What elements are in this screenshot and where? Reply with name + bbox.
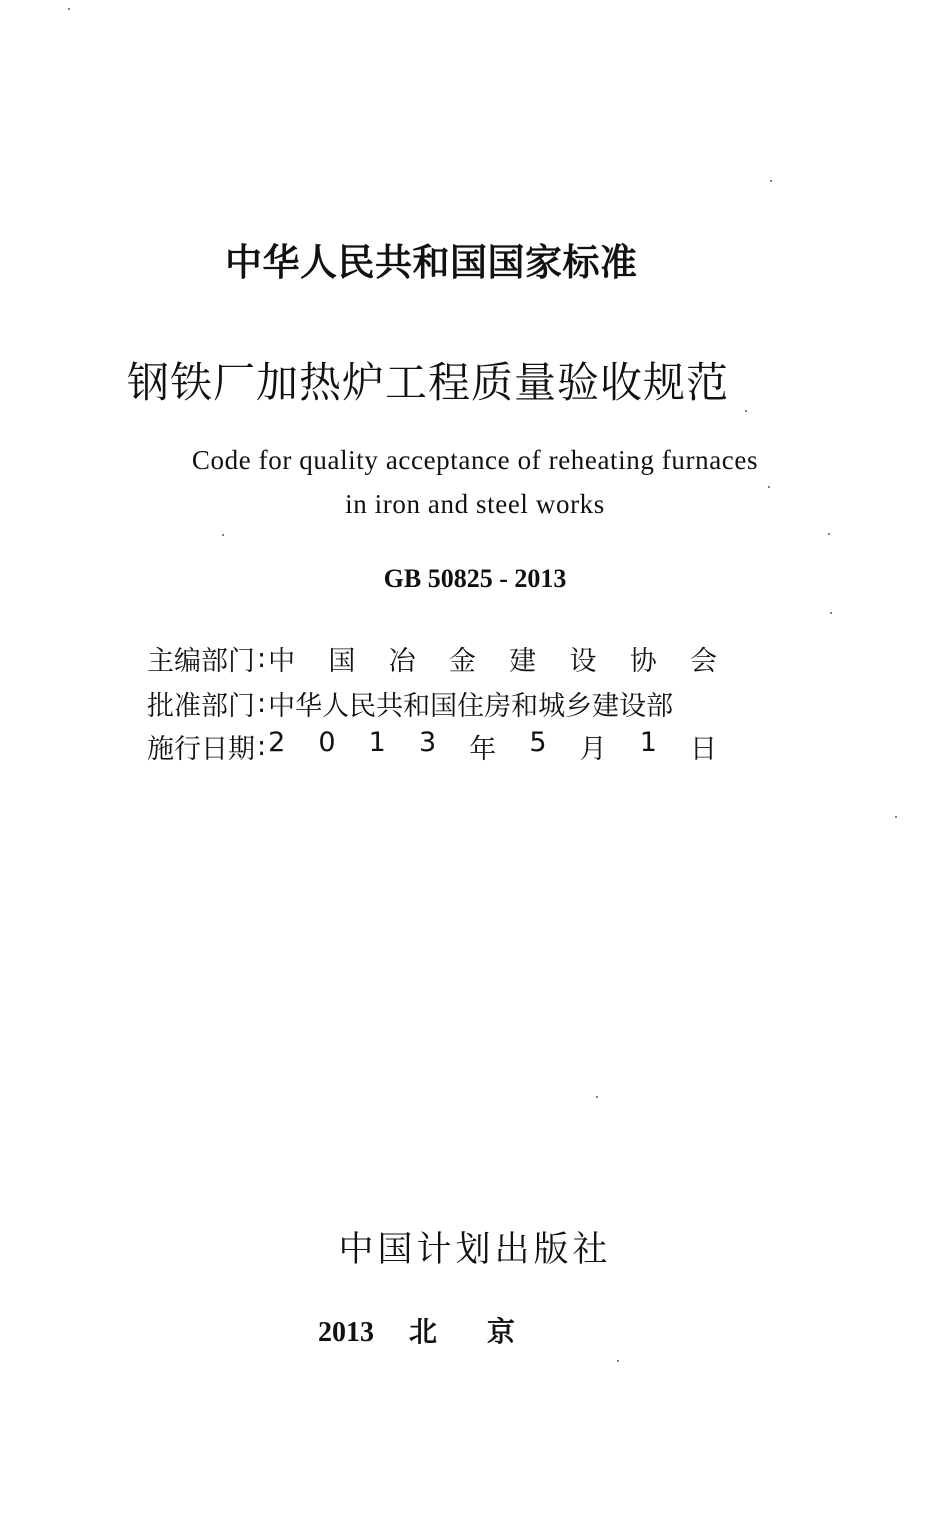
date-char: 0 [318,726,336,758]
english-title-line-1: Code for quality acceptance of reheating furnaces [191,445,759,475]
effective-date-row [147,726,717,766]
national-standard-heading: 中华人民共和国国家标准 [225,241,638,284]
editor-char: 建 [509,645,537,677]
editor-department-separator: : [257,642,267,674]
effective-date-separator: : [257,730,267,762]
scan-speck [770,180,772,182]
publication-year: 2013 [318,1317,374,1348]
city-char: 京 [487,1315,516,1348]
scan-speck [68,8,70,10]
editor-department-row [147,638,717,678]
approver-department-row [147,683,717,723]
date-char: 3 [418,726,437,758]
editor-char: 冶 [388,645,416,677]
approver-department-value: 中华人民共和国住房和城乡建设部 [268,690,674,722]
date-char: 2 [268,726,286,758]
scan-speck [617,1360,619,1362]
date-char: 5 [529,726,547,758]
scan-speck [596,1096,598,1098]
publication-city [409,1315,515,1348]
scan-speck [830,612,832,614]
scan-speck [895,816,897,818]
date-char: 月 [579,733,607,765]
effective-date-value [268,727,717,766]
standard-title-english [0,438,950,526]
scan-speck [745,410,747,412]
scan-speck [768,486,770,488]
date-char: 1 [639,726,657,758]
effective-date-label: 施行日期 [147,733,255,765]
standard-title-chinese: 钢铁厂加热炉工程质量验收规范 [127,358,730,407]
editor-char: 中 [268,645,296,677]
date-char: 年 [469,733,497,765]
editor-char: 协 [629,645,657,677]
editor-char: 设 [569,645,597,677]
english-title-line-2: in iron and steel works [345,489,605,519]
standard-code: GB 50825 - 2013 [383,564,567,593]
publication-year-place [318,1310,515,1350]
approver-department-separator: : [257,687,267,719]
publisher-name: 中国计划出版社 [338,1230,612,1270]
scan-speck [222,534,224,536]
editor-department-value [268,639,717,678]
editor-department-label: 主编部门 [147,645,255,677]
editor-char: 会 [689,645,717,677]
editor-char: 金 [448,645,476,677]
scan-speck [828,533,830,535]
city-char: 北 [409,1315,438,1348]
editor-char: 国 [328,645,356,677]
date-char: 日 [689,733,717,765]
date-char: 1 [368,726,386,758]
approver-department-label: 批准部门 [147,690,255,722]
